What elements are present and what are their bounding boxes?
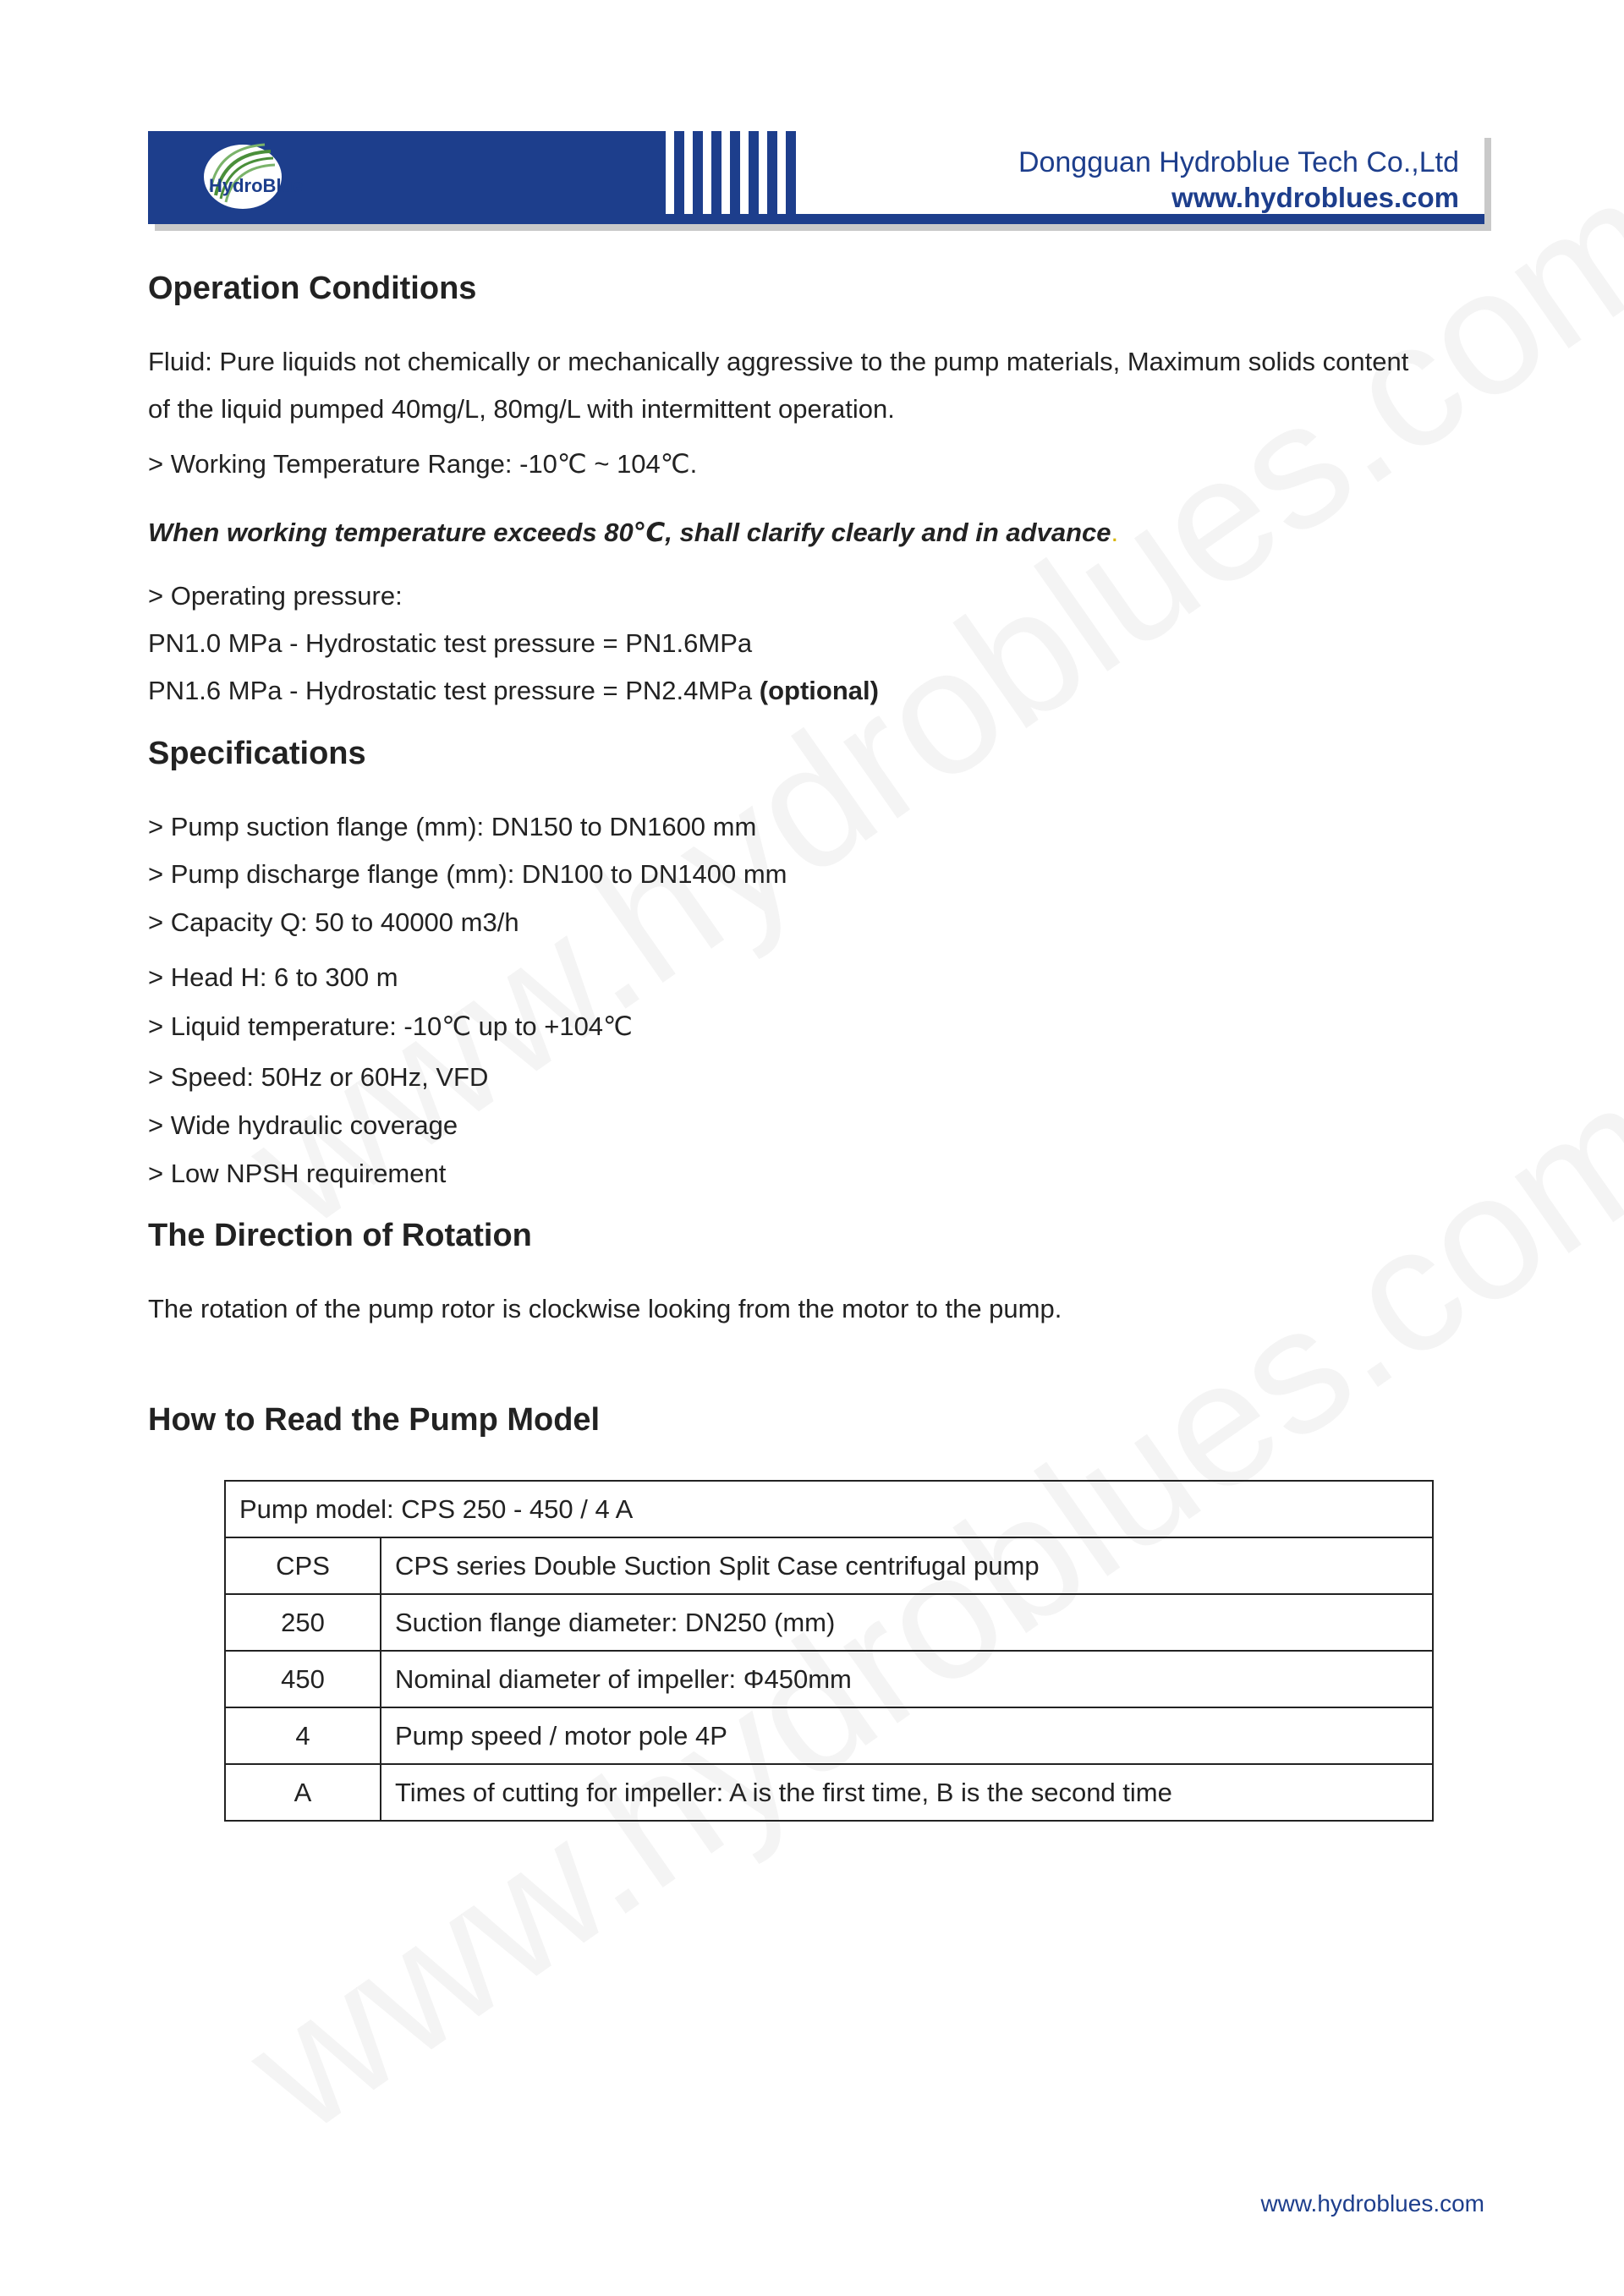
table-desc-cell: Pump speed / motor pole 4P <box>381 1707 1433 1764</box>
pressure-2 <box>148 676 879 706</box>
spec-item: > Low NPSH requirement <box>148 1159 447 1188</box>
company-name: Dongguan Hydroblue Tech Co.,Ltd <box>1018 146 1459 178</box>
specifications-title: Specifications <box>148 736 366 771</box>
table-header-cell: Pump model: CPS 250 - 450 / 4 A <box>225 1481 1433 1537</box>
fluid-line-2: of the liquid pumped 40mg/L, 80mg/L with intermittent operation. <box>148 394 895 424</box>
spec-item: > Wide hydraulic coverage <box>148 1110 458 1140</box>
table-desc-cell: CPS series Double Suction Split Case centrifugal pump <box>381 1537 1433 1594</box>
table-desc-cell: Times of cutting for impeller: A is the first time, B is the second time <box>381 1764 1433 1821</box>
pressure-2-text: PN1.6 MPa - Hydrostatic test pressure = PN2.4MPa <box>148 676 760 705</box>
table-code-cell: 4 <box>225 1707 381 1764</box>
pressure-1: PN1.0 MPa - Hydrostatic test pressure = PN1.6MPa <box>148 628 753 658</box>
table-row <box>225 1594 1433 1651</box>
spec-item: > Liquid temperature: -10℃ up to +104℃ <box>148 1011 633 1041</box>
warning-line <box>148 518 1118 548</box>
table-row <box>225 1537 1433 1594</box>
warning-end: . <box>1111 518 1119 547</box>
table-row <box>225 1481 1433 1537</box>
footer-website-link[interactable]: www.hydroblues.com <box>1260 2190 1484 2217</box>
model-title: How to Read the Pump Model <box>148 1402 601 1438</box>
spec-item: > Speed: 50Hz or 60Hz, VFD <box>148 1062 489 1092</box>
warning-text: When working temperature exceeds 80℃, shall clarify clearly and in advance <box>148 518 1111 547</box>
rotation-title: The Direction of Rotation <box>148 1218 532 1253</box>
table-row <box>225 1707 1433 1764</box>
table-code-cell: CPS <box>225 1537 381 1594</box>
header-stripes <box>656 131 799 214</box>
company-block <box>1018 145 1459 216</box>
table-code-cell: A <box>225 1764 381 1821</box>
table-code-cell: 250 <box>225 1594 381 1651</box>
temp-range: > Working Temperature Range: -10℃ ~ 104℃. <box>148 449 698 479</box>
spec-item: > Pump suction flange (mm): DN150 to DN1600 mm <box>148 812 757 841</box>
page-header <box>148 131 1484 224</box>
operation-title: Operation Conditions <box>148 271 477 306</box>
rotation-text: The rotation of the pump rotor is clockwise looking from the motor to the pump. <box>148 1294 1062 1323</box>
hydroblue-logo-icon <box>190 136 326 212</box>
pressure-label: > Operating pressure: <box>148 581 403 611</box>
logo-text: HydroBlue <box>209 175 304 196</box>
spec-item: > Head H: 6 to 300 m <box>148 962 398 992</box>
pressure-2-optional: (optional) <box>759 676 879 705</box>
company-website: www.hydroblues.com <box>1171 182 1459 213</box>
spec-item: > Capacity Q: 50 to 40000 m3/h <box>148 907 519 937</box>
table-row <box>225 1764 1433 1821</box>
spec-item: > Pump discharge flange (mm): DN100 to DN1400 mm <box>148 859 787 889</box>
pump-model-table <box>224 1480 1434 1822</box>
table-code-cell: 450 <box>225 1651 381 1707</box>
table-row <box>225 1651 1433 1707</box>
table-desc-cell: Suction flange diameter: DN250 (mm) <box>381 1594 1433 1651</box>
table-desc-cell: Nominal diameter of impeller: Φ450mm <box>381 1651 1433 1707</box>
fluid-line-1: Fluid: Pure liquids not chemically or mechanically aggressive to the pump materials, Maximum solids content <box>148 347 1409 376</box>
header-blue-band <box>148 131 656 214</box>
